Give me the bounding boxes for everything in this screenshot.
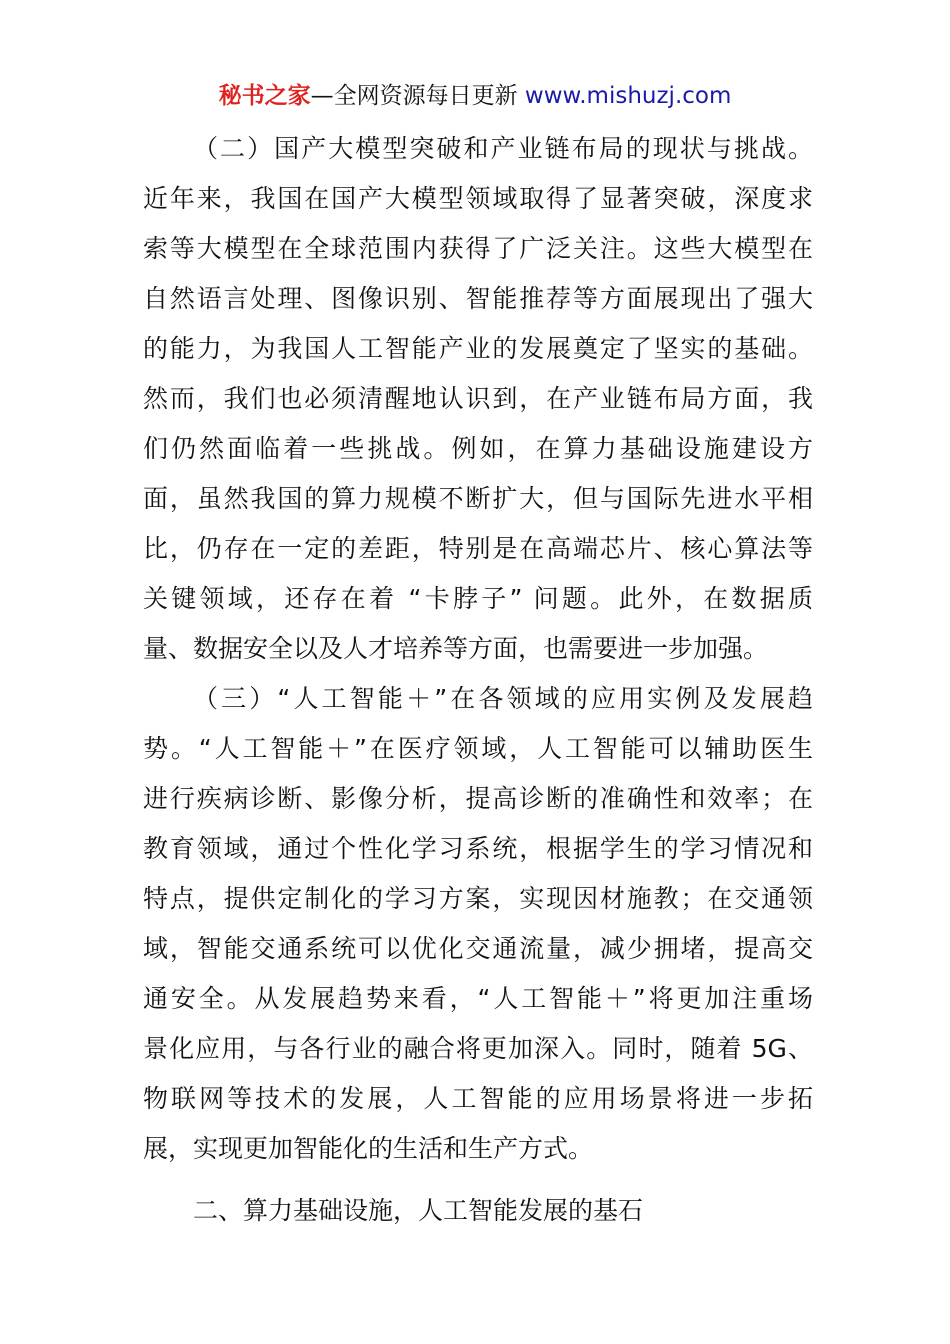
paragraph-line: 通安全。从发展趋势来看，“人工智能＋”将更加注重场 bbox=[143, 984, 813, 1013]
paragraph-line: 展，实现更加智能化的生活和生产方式。 bbox=[143, 1134, 594, 1163]
section-heading: 二、算力基础设施，人工智能发展的基石 bbox=[193, 1196, 644, 1225]
paragraph-line: 势。“人工智能＋”在医疗领域，人工智能可以辅助医生 bbox=[143, 734, 813, 763]
paragraph-line: 关键领域，还存在着 “卡脖子” 问题。此外，在数据质 bbox=[143, 584, 813, 613]
paragraph-line: 进行疾病诊断、影像分析，提高诊断的准确性和效率；在 bbox=[143, 784, 813, 813]
paragraph-line: 自然语言处理、图像识别、智能推荐等方面展现出了强大 bbox=[143, 284, 813, 313]
paragraph-line: 索等大模型在全球范围内获得了广泛关注。这些大模型在 bbox=[143, 234, 813, 263]
paragraph-line: 们仍然面临着一些挑战。例如，在算力基础设施建设方 bbox=[143, 434, 813, 463]
site-tagline: —全网资源每日更新 bbox=[310, 83, 518, 109]
paragraph-line: 域，智能交通系统可以优化交通流量，减少拥堵，提高交 bbox=[143, 934, 813, 963]
section-spacer bbox=[143, 1174, 813, 1186]
site-header bbox=[0, 80, 950, 112]
paragraph-line: 特点，提供定制化的学习方案，实现因材施教；在交通领 bbox=[143, 884, 813, 913]
paragraph-line: 近年来，我国在国产大模型领域取得了显著突破，深度求 bbox=[143, 184, 813, 213]
site-url-link[interactable]: www.mishuzj.com bbox=[524, 83, 732, 109]
site-brand: 秘书之家 bbox=[218, 83, 311, 109]
paragraph-line: 景化应用，与各行业的融合将更加深入。同时，随着 5G、 bbox=[143, 1034, 813, 1063]
paragraph-line: 面，虽然我国的算力规模不断扩大，但与国际先进水平相 bbox=[143, 484, 813, 513]
document-body bbox=[143, 124, 813, 1236]
paragraph-line: 比，仍存在一定的差距，特别是在高端芯片、核心算法等 bbox=[143, 534, 813, 563]
paragraph-line: 物联网等技术的发展，人工智能的应用场景将进一步拓 bbox=[143, 1084, 813, 1113]
paragraph-line: （三）“人工智能＋”在各领域的应用实例及发展趋 bbox=[193, 684, 813, 713]
paragraph-line: 的能力，为我国人工智能产业的发展奠定了坚实的基础。 bbox=[143, 334, 813, 363]
paragraph-line: 然而，我们也必须清醒地认识到，在产业链布局方面，我 bbox=[143, 384, 813, 413]
paragraph-line: （二）国产大模型突破和产业链布局的现状与挑战。 bbox=[193, 134, 813, 163]
paragraph-line: 教育领域，通过个性化学习系统，根据学生的学习情况和 bbox=[143, 834, 813, 863]
paragraph-line: 量、数据安全以及人才培养等方面，也需要进一步加强。 bbox=[143, 634, 769, 663]
